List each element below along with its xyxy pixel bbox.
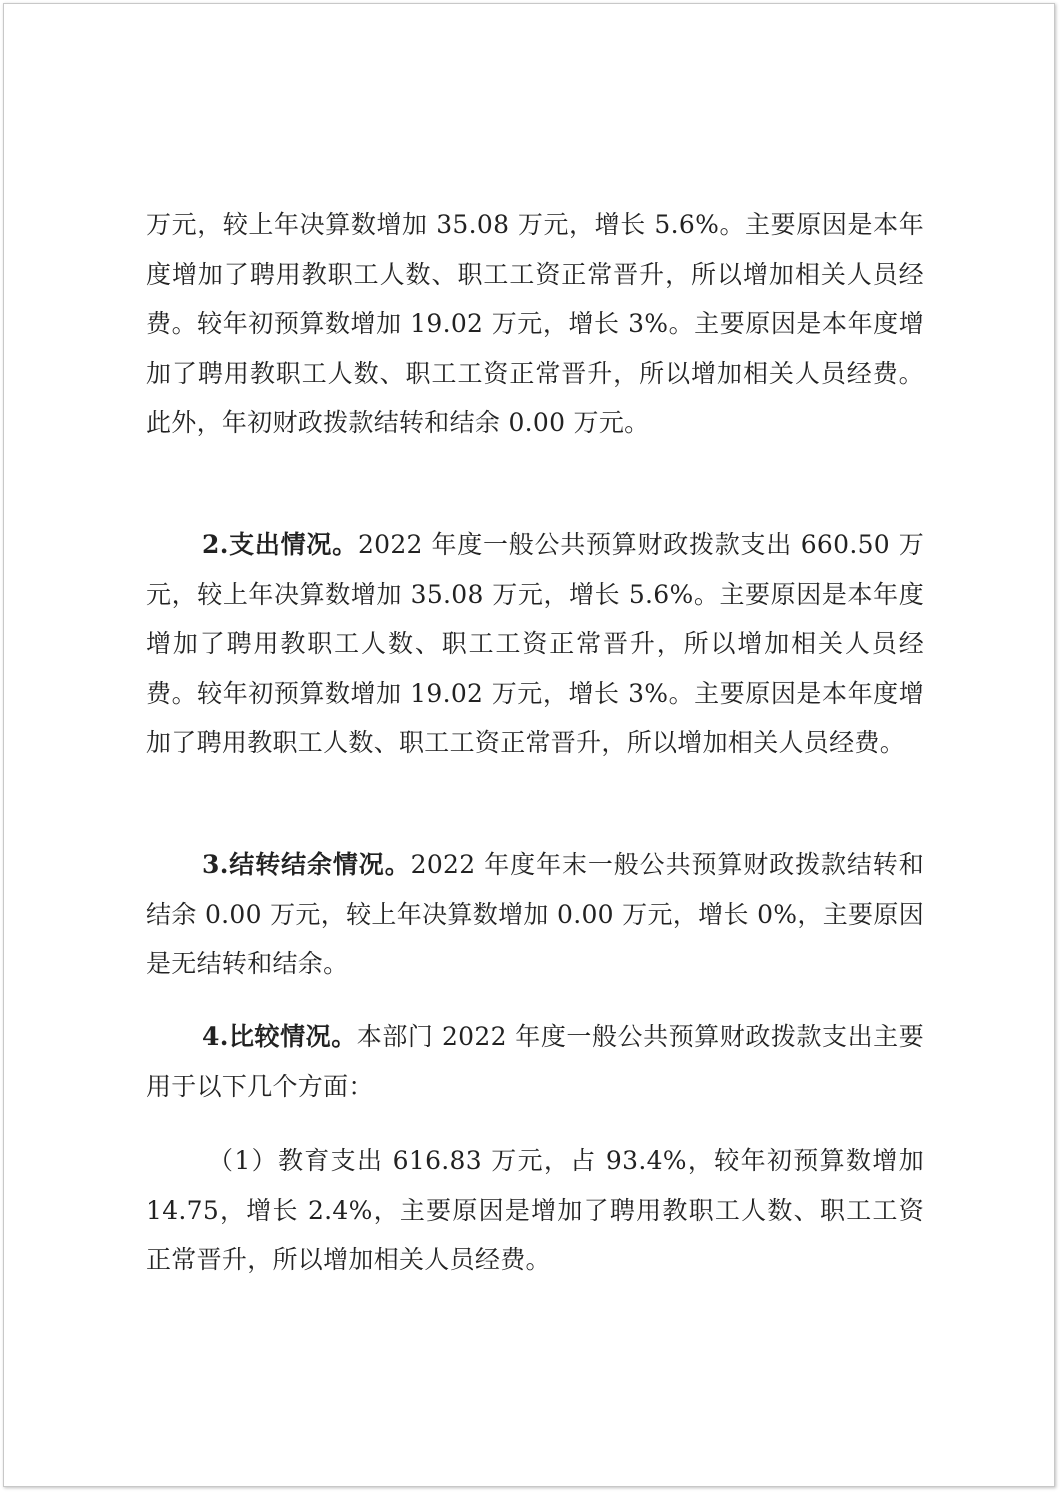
paragraph-body: （1）教育支出 616.83 万元，占 93.4%，较年初预算数增加 14.75，增长 2.4%，主要原因是增加了聘用教职工人数、职工工资正常晋升，所以增加相关人员经费。 xyxy=(146,1146,924,1274)
paragraph-revenue-continuation xyxy=(146,200,924,448)
paragraph-body: 2022 年度一般公共预算财政拨款支出 660.50 万元，较上年决算数增加 35.08 万元，增长 5.6%。主要原因是本年度增加了聘用教职工人数、职工工资正常晋升，所以增加相关人员经费。较年初预算数增加 19.02 万元，增长 3%。主要原因是本年度增加了聘用教职工人数、职工工资正常晋升，所以增加相关人员经费。 xyxy=(146,530,925,757)
paragraph-body: 2022 年度年末一般公共预算财政拨款结转和结余 0.00 万元，较上年决算数增加 0.00 万元，增长 0%，主要原因是无结转和结余。 xyxy=(146,850,924,978)
paragraph-education-expenditure xyxy=(146,1136,924,1285)
paragraph-carryover xyxy=(146,840,924,989)
paragraph-body: 本部门 2022 年度一般公共预算财政拨款支出主要用于以下几个方面： xyxy=(146,1022,924,1101)
section-heading-comparison: 4.比较情况。 xyxy=(202,1022,357,1051)
section-heading-carryover: 3.结转结余情况。 xyxy=(202,850,411,879)
document-page xyxy=(3,3,1055,1487)
paragraph-body: 万元，较上年决算数增加 35.08 万元，增长 5.6%。主要原因是本年度增加了聘用教职工人数、职工工资正常晋升，所以增加相关人员经费。较年初预算数增加 19.02 万元，增长 3%。主要原因是本年度增加了聘用教职工人数、职工工资正常晋升，所以增加相关人员经费。此外，年初财政拨款结转和结余 0.00 万元。 xyxy=(146,210,924,437)
paragraph-expenditure xyxy=(146,520,924,768)
section-heading-expenditure: 2.支出情况。 xyxy=(202,530,358,559)
paragraph-comparison xyxy=(146,1012,924,1111)
